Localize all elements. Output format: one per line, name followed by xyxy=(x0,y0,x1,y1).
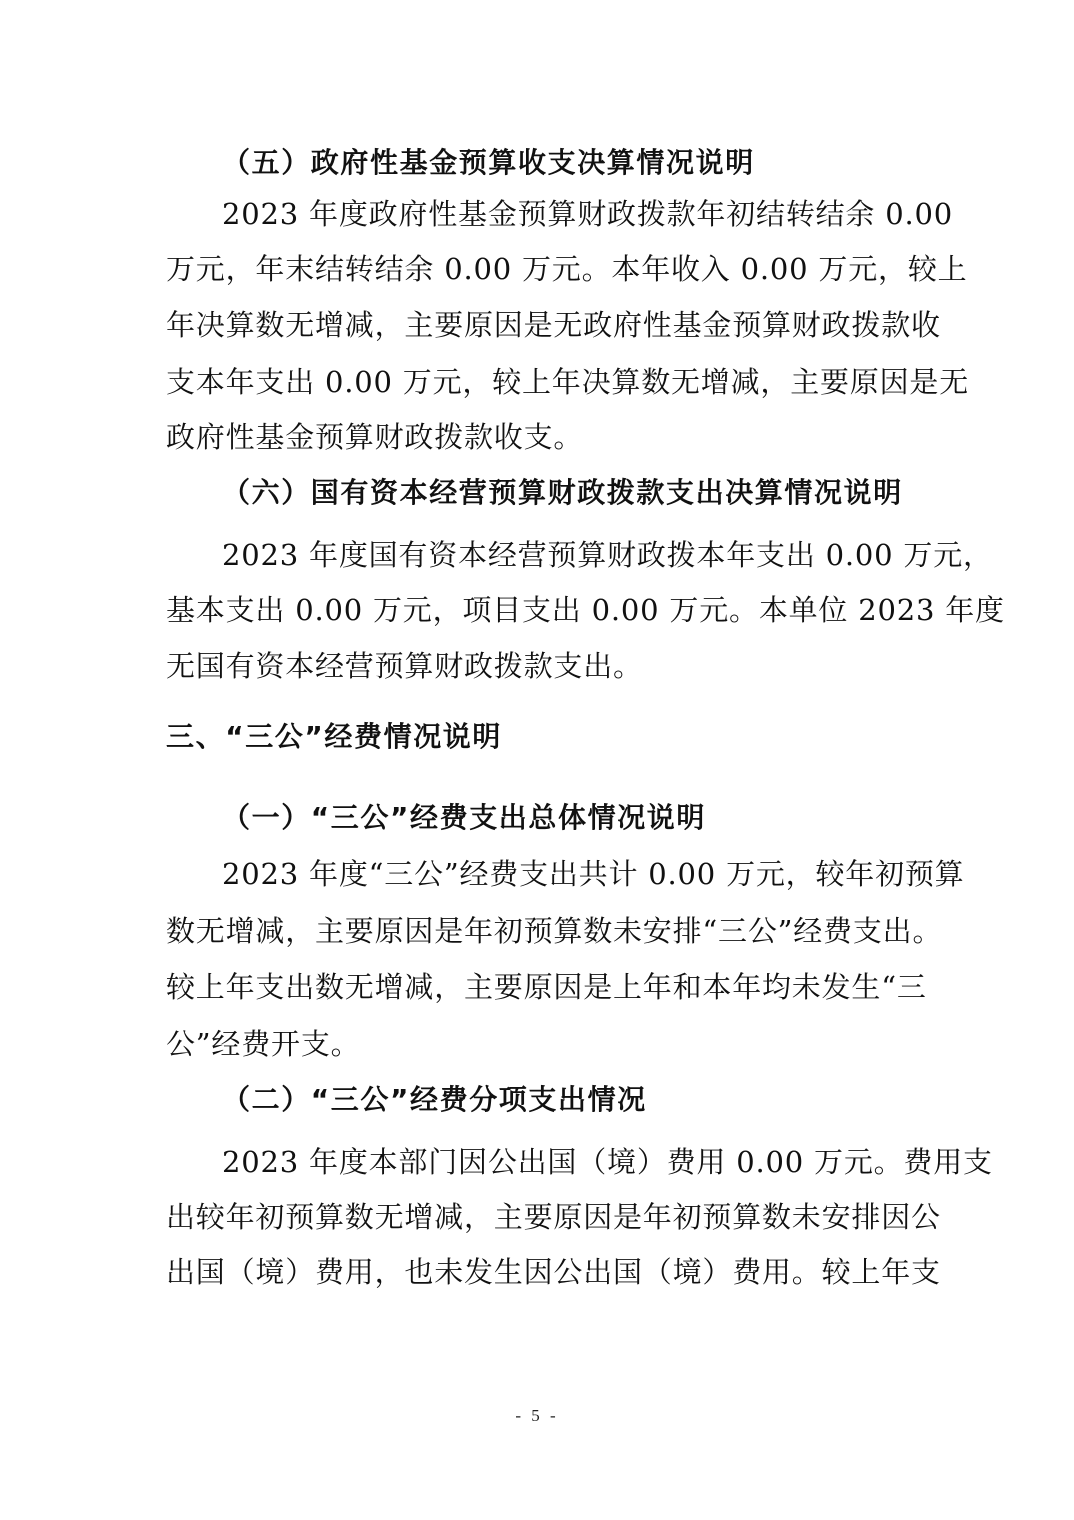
paragraph-line: 较上年支出数无增减，主要原因是上年和本年均未发生“三 xyxy=(166,970,927,1004)
paragraph-line: 数无增减，主要原因是年初预算数未安排“三公”经费支出。 xyxy=(166,914,943,948)
paragraph-line: 支本年支出 0.00 万元，较上年决算数无增减，主要原因是无 xyxy=(166,365,970,399)
paragraph-line: 政府性基金预算财政拨款收支。 xyxy=(166,420,584,454)
page-number: - 5 - xyxy=(515,1406,559,1425)
section-5-heading: （五）政府性基金预算收支决算情况说明 xyxy=(222,146,755,179)
chapter-3-heading: 三、“三公”经费情况说明 xyxy=(166,720,503,753)
paragraph-line: 2023 年度国有资本经营预算财政拨本年支出 0.00 万元， xyxy=(222,538,993,572)
paragraph-line: 无国有资本经营预算财政拨款支出。 xyxy=(166,649,643,683)
paragraph-line: 万元，年末结转结余 0.00 万元。本年收入 0.00 万元，较上 xyxy=(166,252,968,286)
paragraph-line: 出较年初预算数无增减，主要原因是年初预算数未安排因公 xyxy=(166,1200,941,1234)
subsection-2-heading: （二）“三公”经费分项支出情况 xyxy=(222,1083,647,1116)
paragraph-line: 公”经费开支。 xyxy=(166,1027,361,1061)
paragraph-line: 2023 年度“三公”经费支出共计 0.00 万元，较年初预算 xyxy=(222,857,965,891)
section-6-heading: （六）国有资本经营预算财政拨款支出决算情况说明 xyxy=(222,476,903,509)
paragraph-line: 2023 年度政府性基金预算财政拨款年初结转结余 0.00 xyxy=(222,197,954,231)
paragraph-line: 2023 年度本部门因公出国（境）费用 0.00 万元。费用支 xyxy=(222,1145,993,1179)
paragraph-line: 年决算数无增减，主要原因是无政府性基金预算财政拨款收 xyxy=(166,308,941,342)
paragraph-line: 出国（境）费用，也未发生因公出国（境）费用。较上年支 xyxy=(166,1255,941,1289)
paragraph-line: 基本支出 0.00 万元，项目支出 0.00 万元。本单位 2023 年度 xyxy=(166,593,1005,627)
subsection-1-heading: （一）“三公”经费支出总体情况说明 xyxy=(222,801,707,834)
